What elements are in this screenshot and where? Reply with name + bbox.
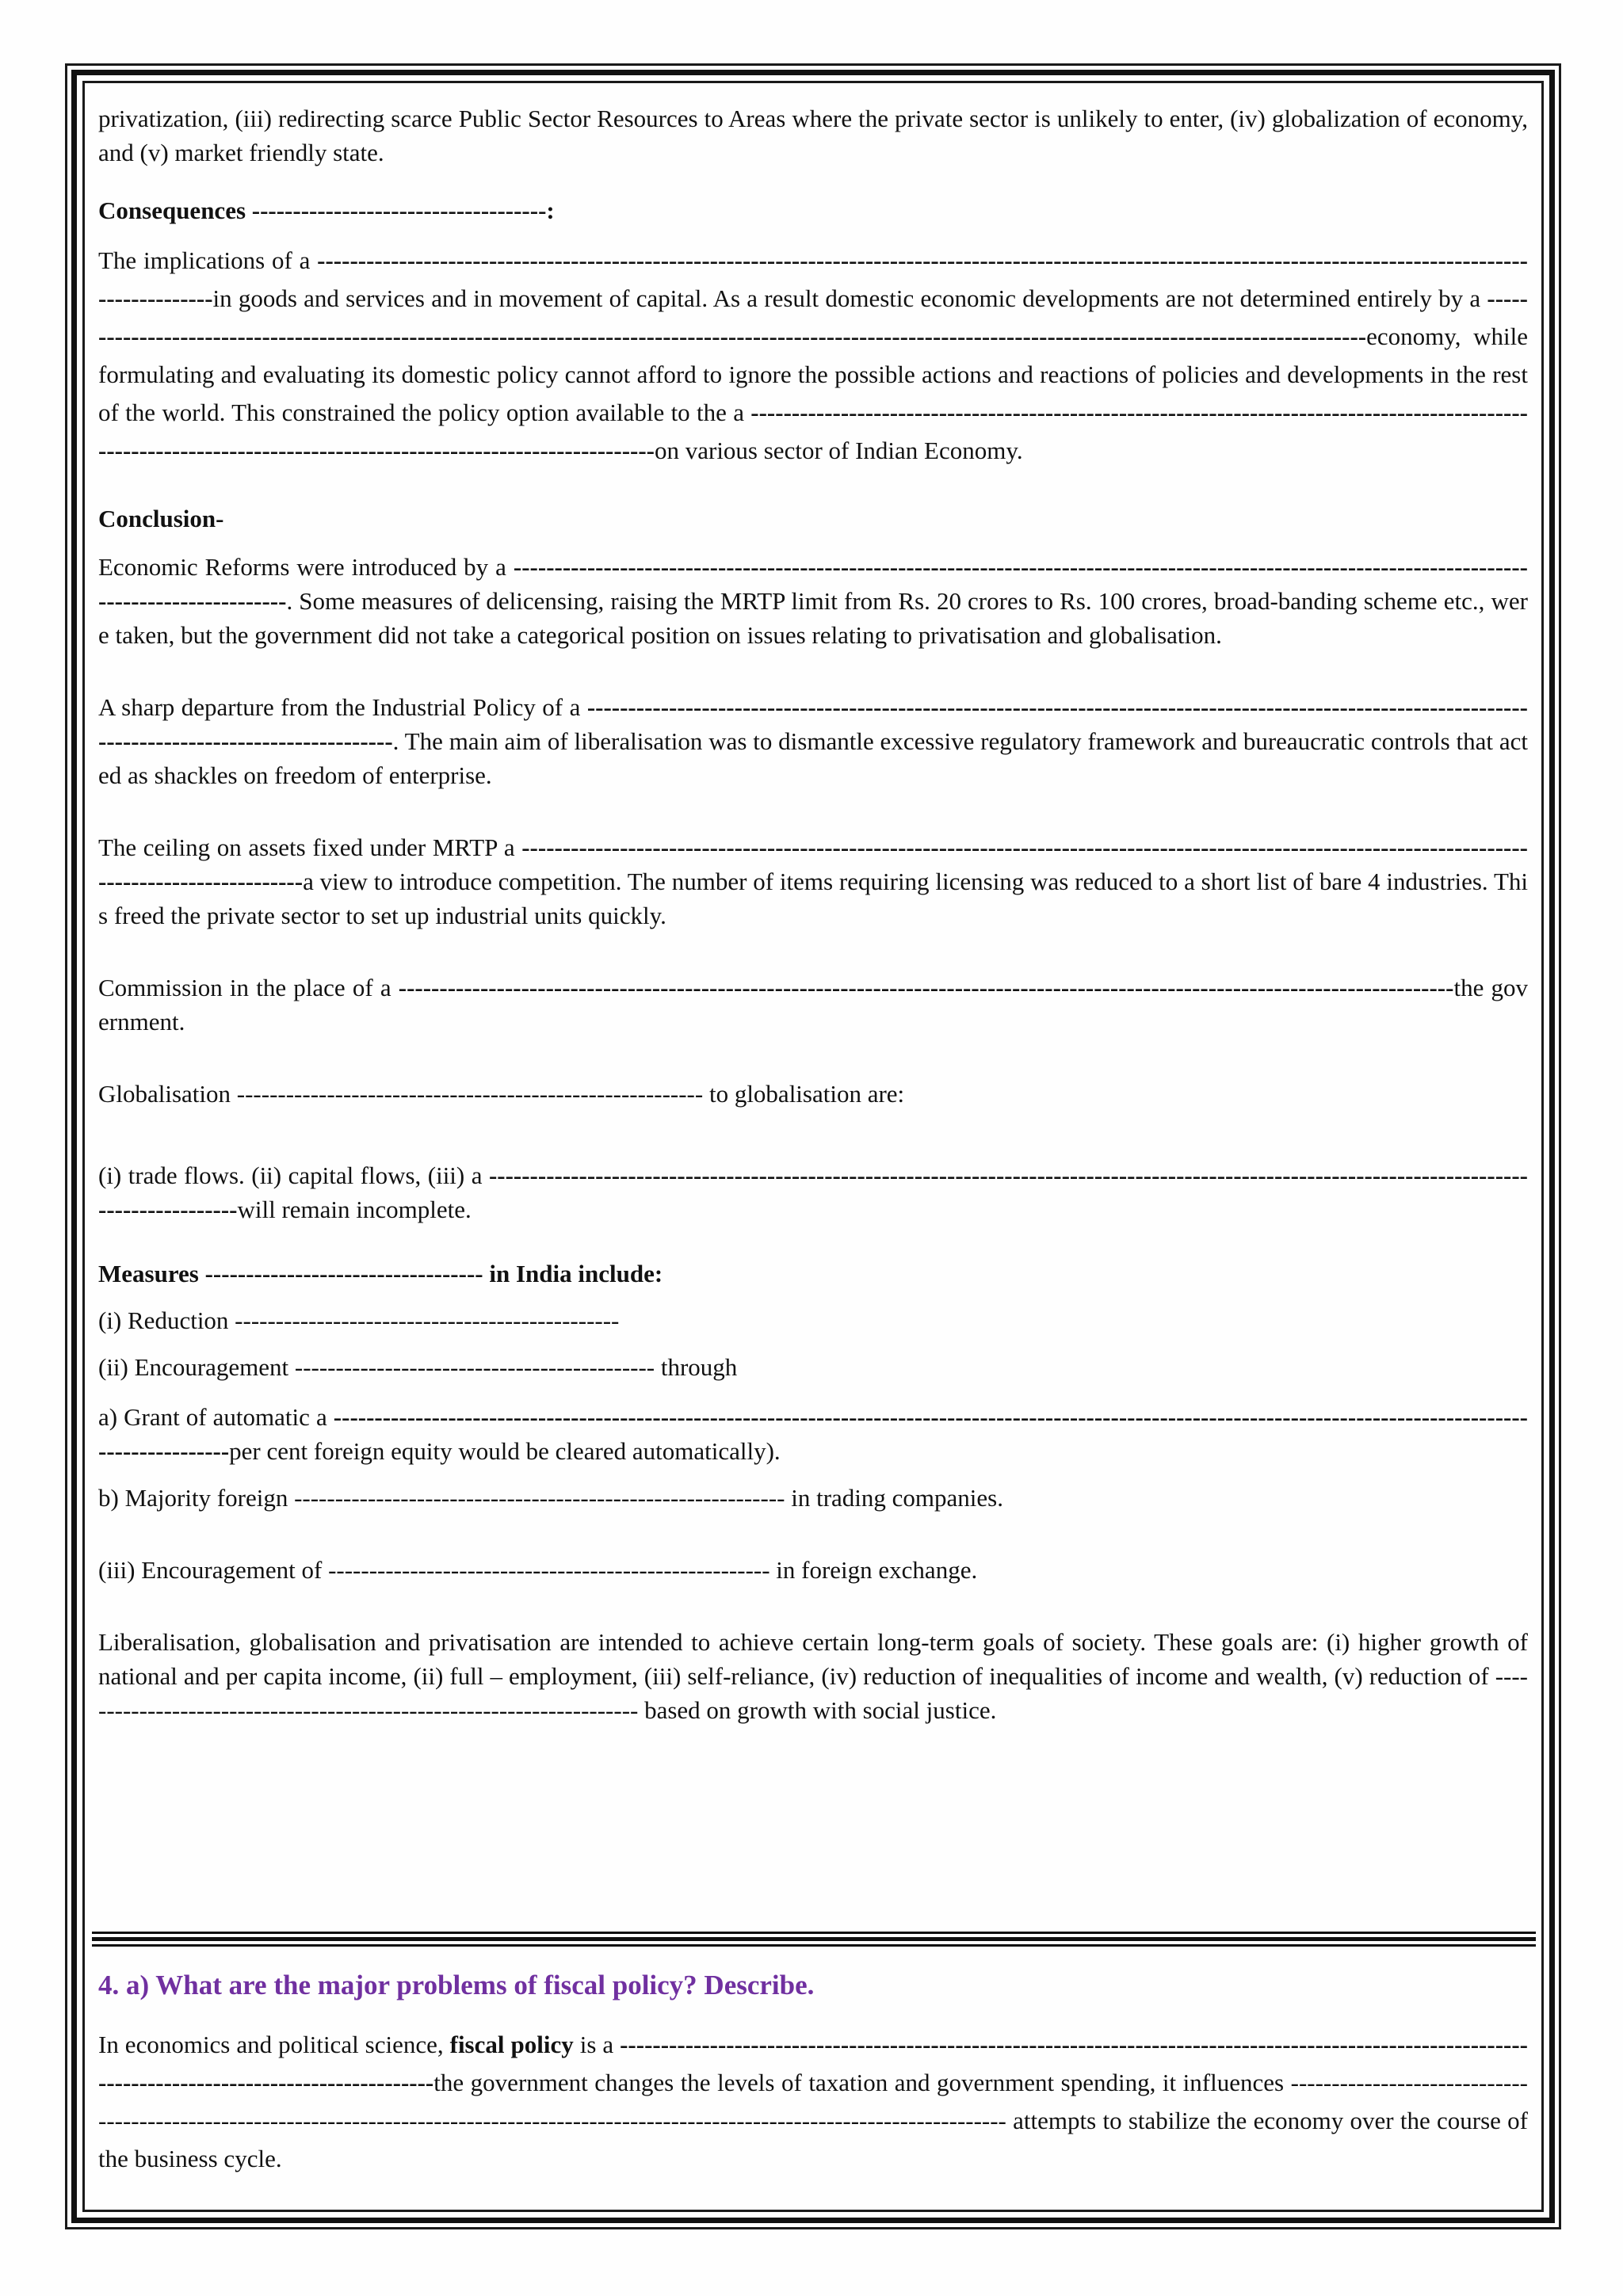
text-span: . Some measures of delicensing, raising the MRTP limit from Rs. 20 crores to Rs. 100 crores, broad-banding scheme etc., were taken, but the government did not take a categorical position on issues relating to privatisation and globalisation. <box>98 587 1528 649</box>
document-body <box>98 98 1528 1727</box>
intro-paragraph: privatization, (iii) redirecting scarce Public Sector Resources to Areas where the private sector is unlikely to enter, (iv) globalization of economy, and (v) market friendly state. <box>98 105 1528 166</box>
conclusion-paragraph-2 <box>98 690 1528 792</box>
lpg-paragraph: Liberalisation, globalisation and privatisation are intended to achieve certain long-term goals of society. These goals are: (i) higher growth of national and per capita income, (ii) full – employment, (iii) self-reliance, (iv) reduction of inequalities of income and wealth, (v) reduction of ---------------------------------------------------------------------- based on growth with social justice. <box>98 1628 1528 1724</box>
text-span: the government. <box>98 974 1528 1035</box>
blank-line: ------------------------------------------------------------------------------------------------------------------------------------------------------------------ <box>98 246 1528 312</box>
text-span: will remain incomplete. <box>237 1196 472 1223</box>
blank-line: ---------------------------------------------------------------------------------------------------------------------------------------------------- <box>98 833 1528 895</box>
question-section <box>98 1968 1528 2178</box>
fiscal-policy-paragraph <box>98 2026 1528 2178</box>
text-span: Measures ---------------------------------- <box>98 1260 490 1287</box>
consequences-paragraph <box>98 242 1528 470</box>
text-span: in goods and services and in movement of capital. As a result domestic economic developments are not determined entirely by a <box>212 284 1487 312</box>
text-span: economy, while formulating and evaluating its domestic policy cannot afford to ignore the possible actions and reactions of policies and developments in the rest of the world. This constrained the policy option available to the a <box>98 322 1528 426</box>
text-span: per cent foreign equity would be cleared automatically). <box>229 1437 781 1465</box>
text-span: (i) trade flows. (ii) capital flows, (iii) a <box>98 1161 489 1189</box>
blank-line: ---------------------------------------------------------------------------------------------------------------------------------------------------------------- <box>98 284 1528 350</box>
bold-term: fiscal policy <box>449 2031 574 2058</box>
text-span: The ceiling on assets fixed under MRTP a <box>98 833 522 861</box>
text-span: a view to introduce competition. The number of items requiring licensing was reduced to a short list of bare 4 industries. This freed the private sector to set up industrial units quickly. <box>98 868 1528 929</box>
conclusion-paragraph-3 <box>98 830 1528 933</box>
question-title: 4. a) What are the major problems of fiscal policy? Describe. <box>98 1970 815 2000</box>
text-span: Commission in the place of a <box>98 974 399 1001</box>
text-span: Economic Reforms were introduced by a <box>98 553 514 581</box>
text-span: on various sector of Indian Economy. <box>654 437 1023 464</box>
text-span: in India include: <box>489 1260 663 1287</box>
globalisation-line: Globalisation --------------------------------------------------------- to globalisation are: <box>98 1080 905 1108</box>
text-span: . The main aim of liberalisation was to dismantle excessive regulatory framework and bureaucratic controls that acted as shackles on freedom of enterprise. <box>98 727 1528 789</box>
measure-item-1: (i) Reduction ----------------------------------------------- <box>98 1306 620 1334</box>
text-span: A sharp departure from the Industrial Policy of a <box>98 693 587 721</box>
text-span: attempts to stabilize the economy over the course of the business cycle. <box>98 2107 1528 2172</box>
conclusion-paragraph-4 <box>98 971 1528 1039</box>
measure-item-2: (ii) Encouragement -------------------------------------------- through <box>98 1353 738 1381</box>
measures-heading <box>98 1257 1528 1291</box>
blank-line: -------------------------------------------------------------------------------------------------------------------------------------------------------- <box>98 2031 1528 2096</box>
flows-paragraph <box>98 1158 1528 1226</box>
blank-line: -------------------------------------------------------------------------------------------------------------------------------------------- <box>98 2069 1528 2134</box>
text-span: a) Grant of automatic a <box>98 1403 334 1431</box>
blank-line: ------------------------------------------------------------------------------------------------------------------------------------------------------------------ <box>98 1403 1528 1465</box>
measure-item-3: (iii) Encouragement of ------------------------------------------------------ in foreign exchange. <box>98 1556 978 1584</box>
blank-line: ------------------------------------------------------------------------------------------------------------------------------------------------------- <box>98 693 1528 755</box>
measure-item-a <box>98 1400 1528 1468</box>
consequences-heading: Consequences ------------------------------------: <box>98 196 555 224</box>
text-span: is a <box>573 2031 621 2058</box>
text-span: The implications of a <box>98 246 318 274</box>
blank-line: --------------------------------------------------------------------------------------------------------------------------------------------------- <box>98 553 1528 615</box>
blank-line: ------------------------------------------------------------------------------------------------------------------------------------------------ <box>98 1161 1528 1223</box>
text-span: the government changes the levels of taxation and government spending, it influences <box>433 2069 1291 2096</box>
blank-line: ------------------------------------------------------------------------------------------------------------------------------------------------------------------- <box>98 399 1528 464</box>
section-divider <box>92 1932 1536 1947</box>
blank-line: --------------------------------------------------------------------------------------------------------------------------------- <box>398 974 1454 1001</box>
conclusion-paragraph-1 <box>98 550 1528 652</box>
measure-item-b: b) Majority foreign ------------------------------------------------------------ in trading companies. <box>98 1484 1003 1512</box>
conclusion-heading: Conclusion- <box>98 505 224 532</box>
text-span: In economics and political science, <box>98 2031 450 2058</box>
